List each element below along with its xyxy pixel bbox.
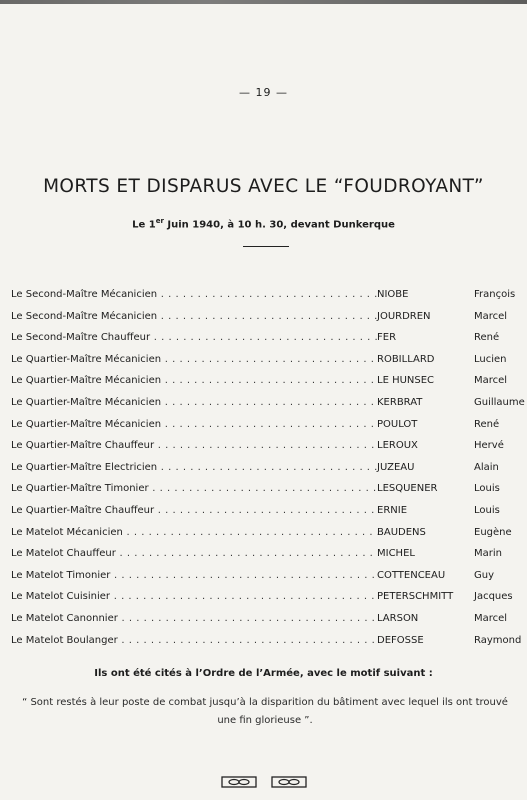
first-name: Raymond: [474, 634, 522, 646]
rank-label: Le Quartier-Maître Chauffeur . . .: [11, 435, 379, 457]
rank-label: Le Quartier-Maître Electricien . . .: [11, 457, 379, 479]
first-name: Guy: [474, 569, 495, 581]
roster-row: [11, 284, 521, 306]
chain-link-ornament-icon: [271, 776, 307, 788]
first-name: Marcel: [474, 375, 508, 387]
first-name: Alain: [474, 461, 499, 473]
roster-row: [11, 543, 521, 565]
roster-row: [11, 608, 521, 630]
first-name: Lucien: [474, 353, 507, 365]
first-name: René: [474, 332, 500, 344]
footer-ornaments: [0, 776, 527, 788]
surname: LEROUX: [377, 440, 418, 452]
rank-label: Le Quartier-Maître Timonier . . .: [11, 478, 379, 500]
rank-label: Le Quartier-Maître Mécanicien . . .: [11, 349, 379, 371]
rank-label: Le Matelot Timonier . . .: [11, 565, 379, 587]
rank-label: Le Second-Maître Mécanicien . . .: [11, 284, 379, 306]
subtitle-end: Juin 1940, à 10 h. 30, devant Dunkerque: [163, 219, 395, 231]
roster-row: [11, 349, 521, 371]
first-name: Jacques: [474, 591, 513, 603]
rank-label: Le Quartier-Maître Mécanicien . . .: [11, 414, 379, 436]
surname: LESQUENER: [377, 483, 438, 495]
title-divider: [243, 246, 289, 247]
first-name: Louis: [474, 504, 500, 516]
roster-row: [11, 457, 521, 479]
page-title: MORTS ET DISPARUS AVEC LE “FOUDROYANT”: [43, 176, 484, 197]
page-number: — 19 —: [239, 86, 288, 99]
roster-row: [11, 522, 521, 544]
rank-label: Le Matelot Chauffeur . . .: [11, 543, 379, 565]
rank-label: Le Matelot Mécanicien . . .: [11, 522, 379, 544]
citation-text: “ Sont restés à leur poste de combat jusqu’à la disparition du bâtiment avec lequel ils ont trouvé une fin glorieuse ”.: [22, 697, 508, 726]
first-name: Guillaume: [474, 396, 525, 408]
first-name: René: [474, 418, 500, 430]
roster-row: [11, 586, 521, 608]
first-name: Marcel: [474, 612, 508, 624]
surname: PETERSCHMITT: [377, 591, 454, 603]
roster-row: [11, 327, 521, 349]
citation-intro: Ils ont été cités à l’Ordre de l’Armée, avec le motif suivant :: [94, 668, 433, 679]
surname: COTTENCEAU: [377, 569, 446, 581]
first-name: Marcel: [474, 310, 508, 322]
surname: KERBRAT: [377, 396, 423, 408]
first-name: Louis: [474, 483, 500, 495]
surname: DEFOSSE: [377, 634, 424, 646]
surname: NIOBE: [377, 289, 409, 300]
surname: POULOT: [377, 418, 418, 430]
rank-label: Le Matelot Cuisinier . . .: [11, 586, 379, 608]
roster-row: [11, 370, 521, 392]
first-name: Eugène: [474, 526, 512, 538]
rank-label: Le Matelot Boulanger . . .: [11, 630, 379, 652]
rank-label: Le Second-Maître Chauffeur . . .: [11, 327, 379, 349]
surname: LARSON: [377, 612, 419, 624]
surname: LE HUNSEC: [377, 375, 435, 387]
rank-label: Le Quartier-Maître Mécanicien . . .: [11, 370, 379, 392]
rank-label: Le Quartier-Maître Chauffeur . . .: [11, 500, 379, 522]
surname: FER: [377, 332, 397, 344]
roster-row: [11, 500, 521, 522]
roster-row: [11, 392, 525, 414]
first-name: Hervé: [474, 440, 504, 452]
top-border-rule: [0, 0, 527, 4]
surname: MICHEL: [377, 548, 415, 560]
surname: ROBILLARD: [377, 353, 435, 365]
roster-row: [11, 414, 521, 436]
roster-row: [11, 306, 521, 328]
rank-label: Le Quartier-Maître Mécanicien . . .: [11, 392, 379, 414]
rank-label: Le Second-Maître Mécanicien . . .: [11, 306, 379, 328]
roster-row: [11, 435, 521, 457]
surname: ERNIE: [377, 504, 408, 516]
subtitle-start: Le 1: [132, 219, 156, 231]
page-subtitle: [0, 217, 527, 230]
first-name: François: [474, 289, 516, 300]
surname: JUZEAU: [377, 461, 415, 473]
surname: JOURDREN: [377, 310, 431, 322]
roster-row: [11, 478, 521, 500]
chain-link-ornament-icon: [221, 776, 257, 788]
rank-label: Le Matelot Canonnier . . .: [11, 608, 379, 630]
surname: BAUDENS: [377, 526, 426, 538]
roster-row: [11, 565, 521, 587]
casualty-roster: [11, 284, 525, 651]
subtitle-ordinal: er: [155, 217, 164, 225]
roster-row: [11, 630, 521, 652]
first-name: Marin: [474, 548, 502, 560]
